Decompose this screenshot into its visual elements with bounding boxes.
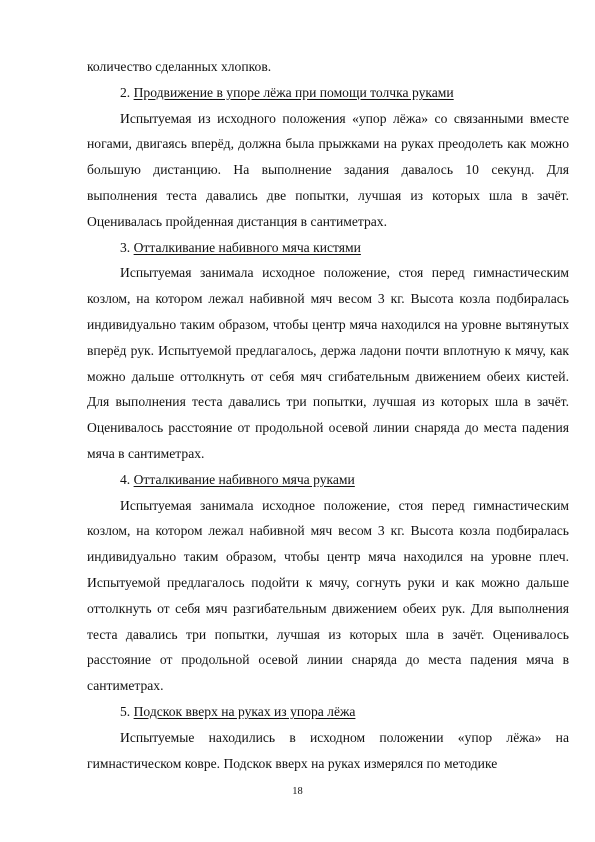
section-number-3: 3. (120, 239, 131, 255)
section-heading-3 (87, 235, 569, 261)
section-paragraph-4: Испытуемая занимала исходное положение, стоя перед гимнастическим козлом, на котором лежал набивной мяч весом 3 кг. Высота козла подбиралась индивидуально таким образом, чтобы центр мяча находился на уровне плеч. Испытуемой предлагалось подойти к мячу, согнуть руки и как можно дальше оттолкнуть от себя мяч разгибательным движением обеих рук. Для выполнения теста давались три попытки, лучшая из которых шла в зачёт. Оценивалось расстояние от продольной осевой линии снаряда до места падения мяча в сантиметрах. (87, 497, 569, 694)
section-paragraph-5: Испытуемые находились в исходном положении «упор лёжа» на гимнастическом ковре. Подскок вверх на руках измерялся по методике (87, 729, 569, 771)
section-number-4: 4. (120, 471, 131, 487)
section-number-2: 2. (120, 84, 131, 100)
continuation-text: количество сделанных хлопков. (87, 59, 272, 74)
section-paragraph-3: Испытуемая занимала исходное положение, стоя перед гимнастическим козлом, на котором лежал набивной мяч весом 3 кг. Высота козла подбиралась индивидуально таким образом, чтобы центр мяча находился на уровне вытянутых вперёд рук. Испытуемой предлагалось, держа ладони почти вплотную к мячу, как можно дальше оттолкнуть от себя мяч сгибательным движением обеих кистей. Для выполнения теста давались три попытки, лучшая из которых шла в зачёт. Оценивалось расстояние от продольной осевой линии снаряда до места падения мяча в сантиметрах. (87, 265, 569, 461)
section-title-4: Отталкивание набивного мяча руками (133, 471, 355, 487)
page-number: 18 (292, 786, 303, 797)
section-title-5: Подскок вверх на руках из упора лёжа (133, 703, 356, 719)
body-text (87, 54, 569, 776)
section-heading-4 (87, 467, 569, 493)
section-heading-2 (87, 80, 569, 106)
section-title-3: Отталкивание набивного мяча кистями (133, 239, 361, 255)
section-paragraph-2: Испытуемая из исходного положения «упор лёжа» со связанными вместе ногами, двигаясь вперёд, должна была прыжками на руках преодолеть как можно большую дистанцию. На выполнение задания давалось 10 секунд. Для выполнения теста давались две попытки, лучшая из которых шла в зачёт. Оценивалась пройденная дистанция в сантиметрах. (87, 110, 569, 229)
section-heading-5 (87, 699, 569, 725)
section-number-5: 5. (120, 703, 131, 719)
section-title-2: Продвижение в упоре лёжа при помощи толчка руками (133, 84, 454, 100)
